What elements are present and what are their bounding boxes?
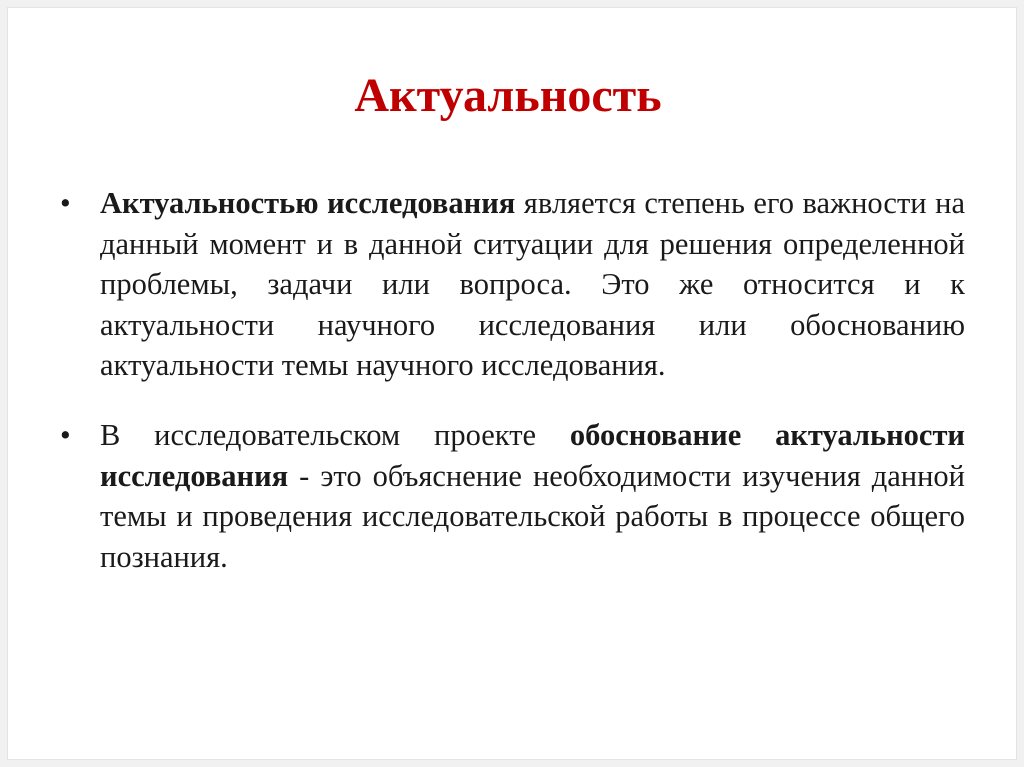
bullet-term-1: Актуальностью исследования [100, 186, 516, 220]
bullet-lead-2: В исследовательском проекте [100, 417, 570, 452]
slide-title: Актуальность [354, 69, 662, 122]
bullet-text-2: - это объяснение необходимости изучения данной темы и проведения исследовательской работы в процессе общего познания. [100, 458, 965, 574]
bullet-list [60, 183, 965, 577]
bullet-item-1 [60, 183, 965, 386]
bullet-text-1: является степень его важности на данный момент и в данной ситуации для решения определенной проблемы, задачи или вопроса. Это же относится и к актуальности научного исследования или обоснованию актуальности темы научного исследования. [100, 186, 966, 383]
bullet-item-2 [60, 415, 965, 577]
bullet-term-2: обоснование актуальности исследования [100, 417, 965, 493]
bullet-icon: • [60, 417, 71, 452]
bullet-icon: • [60, 186, 71, 220]
